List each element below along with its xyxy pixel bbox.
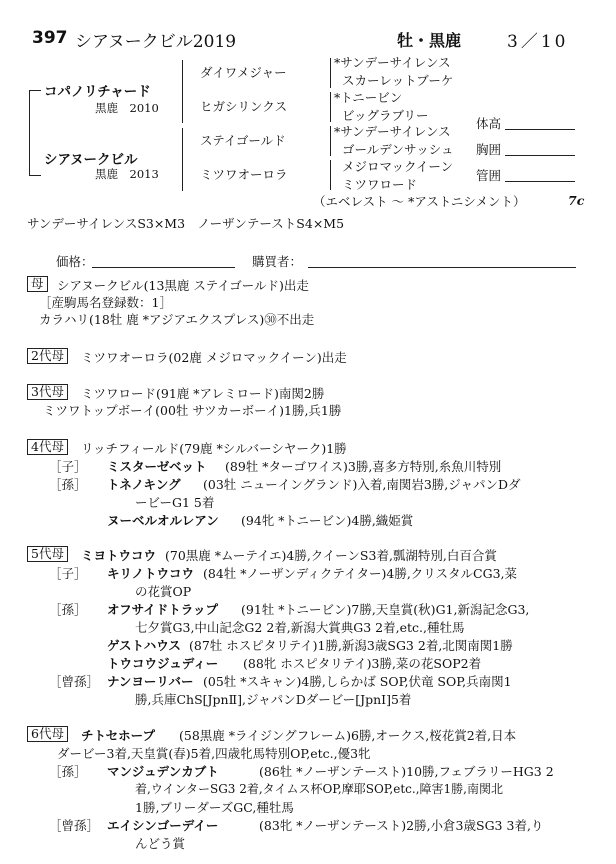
horse-name: チトセホープ [81,728,156,743]
pedigree-g3: スカーレットブーケ [342,73,454,88]
pedigree-g3: ミツワロード [342,177,418,192]
pedigree-g3: *トニービン [334,90,403,105]
relation-tag: ［孫］ [49,602,87,617]
cannon-field[interactable] [505,181,575,182]
section-4th-dam [27,439,592,529]
sire-info: 黒鹿 2010 [95,101,159,115]
bracket-line [330,58,331,88]
horse-name: オフサイドトラップ [107,602,219,617]
section-tag: 6代母 [27,726,68,742]
g5-line: (84牡 *ノーザンディクテイター)4勝,クリスタルCG3,菜 [203,566,518,581]
chest-label: 胸囲 [476,142,502,157]
family-note: （エベレスト ～ *アストニシメント） [313,194,526,209]
g4-line: リッチフィールド(79鹿 *シルバーシヤーク)1勝 [81,441,347,456]
buyer-label: 購買者： [252,254,303,269]
g5-line: (70黒鹿 *ムーテイエ)4勝,クイーンS3着,瓢湖特別,白百合賞 [165,548,497,563]
g6-line: んどう賞 [135,836,186,851]
dam-info: 黒鹿 2013 [95,167,159,181]
g5-line: 勝,兵庫ChS[JpnⅡ],ジャパンDダービー[JpnⅠ]5着 [135,692,412,707]
g6-line: ダービー3着,天皇賞(春)5着,四歳牝馬特別OP,etc.,優3牝 [57,746,371,761]
dam-line: ［産駒馬名登録数：1］ [39,295,172,310]
horse-name: ミスターゼベット [107,459,207,474]
horse-name: ミヨトウコウ [81,548,157,563]
pedigree-g3: メジロマックイーン [342,159,454,174]
pedigree-g3: *サンデーサイレンス [334,55,451,70]
g2-line: ミツワオーロラ(02鹿 メジロマックイーン)出走 [81,350,347,365]
g6-line: 1勝,ブリーダーズGC,種牡馬 [135,800,294,815]
section-tag: 母 [27,276,48,292]
chest-field[interactable] [505,155,575,156]
relation-tag: ［子］ [49,566,87,581]
g4-line: (89牡 *ターゴワイス)3勝,喜多方特別,糸魚川特別 [225,459,502,474]
relation-tag: ［孫］ [49,764,87,779]
horse-name: トネノキング [107,477,181,492]
g5-line: (91牡 *トニービン)7勝,天皇賞(秋)G1,新潟記念G3, [241,602,530,617]
horse-name: トウコウジュディー [107,656,219,671]
g6-line: (86牡 *ノーザンテースト)10勝,フェブラリーHG3 2 [259,764,554,779]
section-2nd-dam [27,348,592,368]
relation-tag: ［子］ [49,459,87,474]
horse-name: キリノトウコウ [107,566,195,581]
bracket-line [29,90,41,91]
pedigree-g3: ビッグラブリー [342,108,429,123]
horse-name: シアヌークビル2019 [75,32,237,52]
g4-line: (94牝 *トニービン)4勝,織姫賞 [241,513,414,528]
cannon-label: 管囲 [476,168,502,183]
dam-line: カラハリ(18牡 鹿 *アジアエクスプレス)㉚不出走 [39,312,315,327]
price-field[interactable] [92,267,235,268]
pedigree-g2: ダイワメジャー [200,65,287,80]
pedigree-g2: ステイゴールド [200,133,286,148]
horse-name: ゲストハウス [107,638,181,653]
bracket-line [29,90,30,175]
sire-name: コパノリチャード [44,84,151,100]
g5-line: の花賞OP [135,584,192,599]
birth-date: 3／10 [507,32,569,52]
sex-color: 牡・黒鹿 [397,31,462,50]
horse-name: ヌーベルオルレアン [107,513,219,528]
g3-line: ミツワロード(91鹿 *アレミロード)南関2勝 [81,386,325,401]
section-tag: 2代母 [27,348,68,364]
bracket-line [182,128,183,191]
relation-tag: ［孫］ [49,477,87,492]
horse-name: エイシンゴーデイー [107,818,219,833]
g5-line: 七夕賞G3,中山記念G2 2着,新潟大賞典G3 2着,etc.,種牡馬 [135,620,465,635]
section-3rd-dam [27,384,592,424]
bracket-line [330,92,331,122]
g6-line: (58黒鹿 *ライジングフレーム)6勝,オークス,桜花賞2着,日本 [179,728,517,743]
lot-number: 397 [32,28,68,48]
height-label: 体高 [476,116,502,131]
bracket-line [182,60,183,123]
dam-name: シアヌークビル [44,152,138,168]
g5-line: (88牝 ホスピタリテイ)3勝,菜の花SOP2着 [243,656,482,671]
section-tag: 3代母 [27,384,68,400]
section-tag: 4代母 [27,439,68,455]
family-number: 7c [568,193,585,208]
g4-line: (03牡 ニューイングランド)入着,南関岩3勝,ジャパンDダ [203,477,521,492]
price-label: 価格： [56,254,94,269]
bracket-line [29,175,41,176]
bracket-line [330,160,331,190]
horse-name: マンジュデンカブト [107,764,219,779]
g3-line: ミツワトップボーイ(00牡 サツカーボーイ)1勝,兵1勝 [43,403,342,418]
section-tag: 5代母 [27,546,68,562]
bracket-line [330,126,331,156]
g5-line: (87牡 ホスピタリテイ)1勝,新潟3歳SG3 2着,北関南関1勝 [189,638,513,653]
pedigree-g2: ヒガシリンクス [200,99,288,114]
relation-tag: ［曾孫］ [49,818,100,833]
section-6th-dam [27,726,592,856]
pedigree-g3: *サンデーサイレンス [334,124,451,139]
height-field[interactable] [505,129,575,130]
section-dam [27,276,592,336]
buyer-field[interactable] [308,267,576,268]
pedigree-g2: ミツワオーロラ [200,167,288,182]
g4-line: ービーG1 5着 [135,495,215,510]
g6-line: 着,ウインターSG3 2着,タイムス杯OP,摩耶SOP,etc.,障害1勝,南関北 [135,782,503,796]
horse-name: ナンヨーリバー [107,674,194,689]
relation-tag: ［曾孫］ [49,674,100,689]
inbreeding-note: サンデーサイレンスS3×M3 ノーザンテーストS4×M5 [27,216,345,231]
pedigree-g3: ゴールデンサッシュ [342,142,454,157]
dam-line: シアヌークビル(13黒鹿 ステイゴールド)出走 [57,278,309,293]
section-5th-dam [27,546,592,706]
g6-line: (83牝 *ノーザンテースト)2勝,小倉3歳SG3 3着,り [259,818,544,833]
g5-line: (05牡 *スキャン)4勝,しらかば SOP,伏竜 SOP,兵南関1 [203,674,512,689]
